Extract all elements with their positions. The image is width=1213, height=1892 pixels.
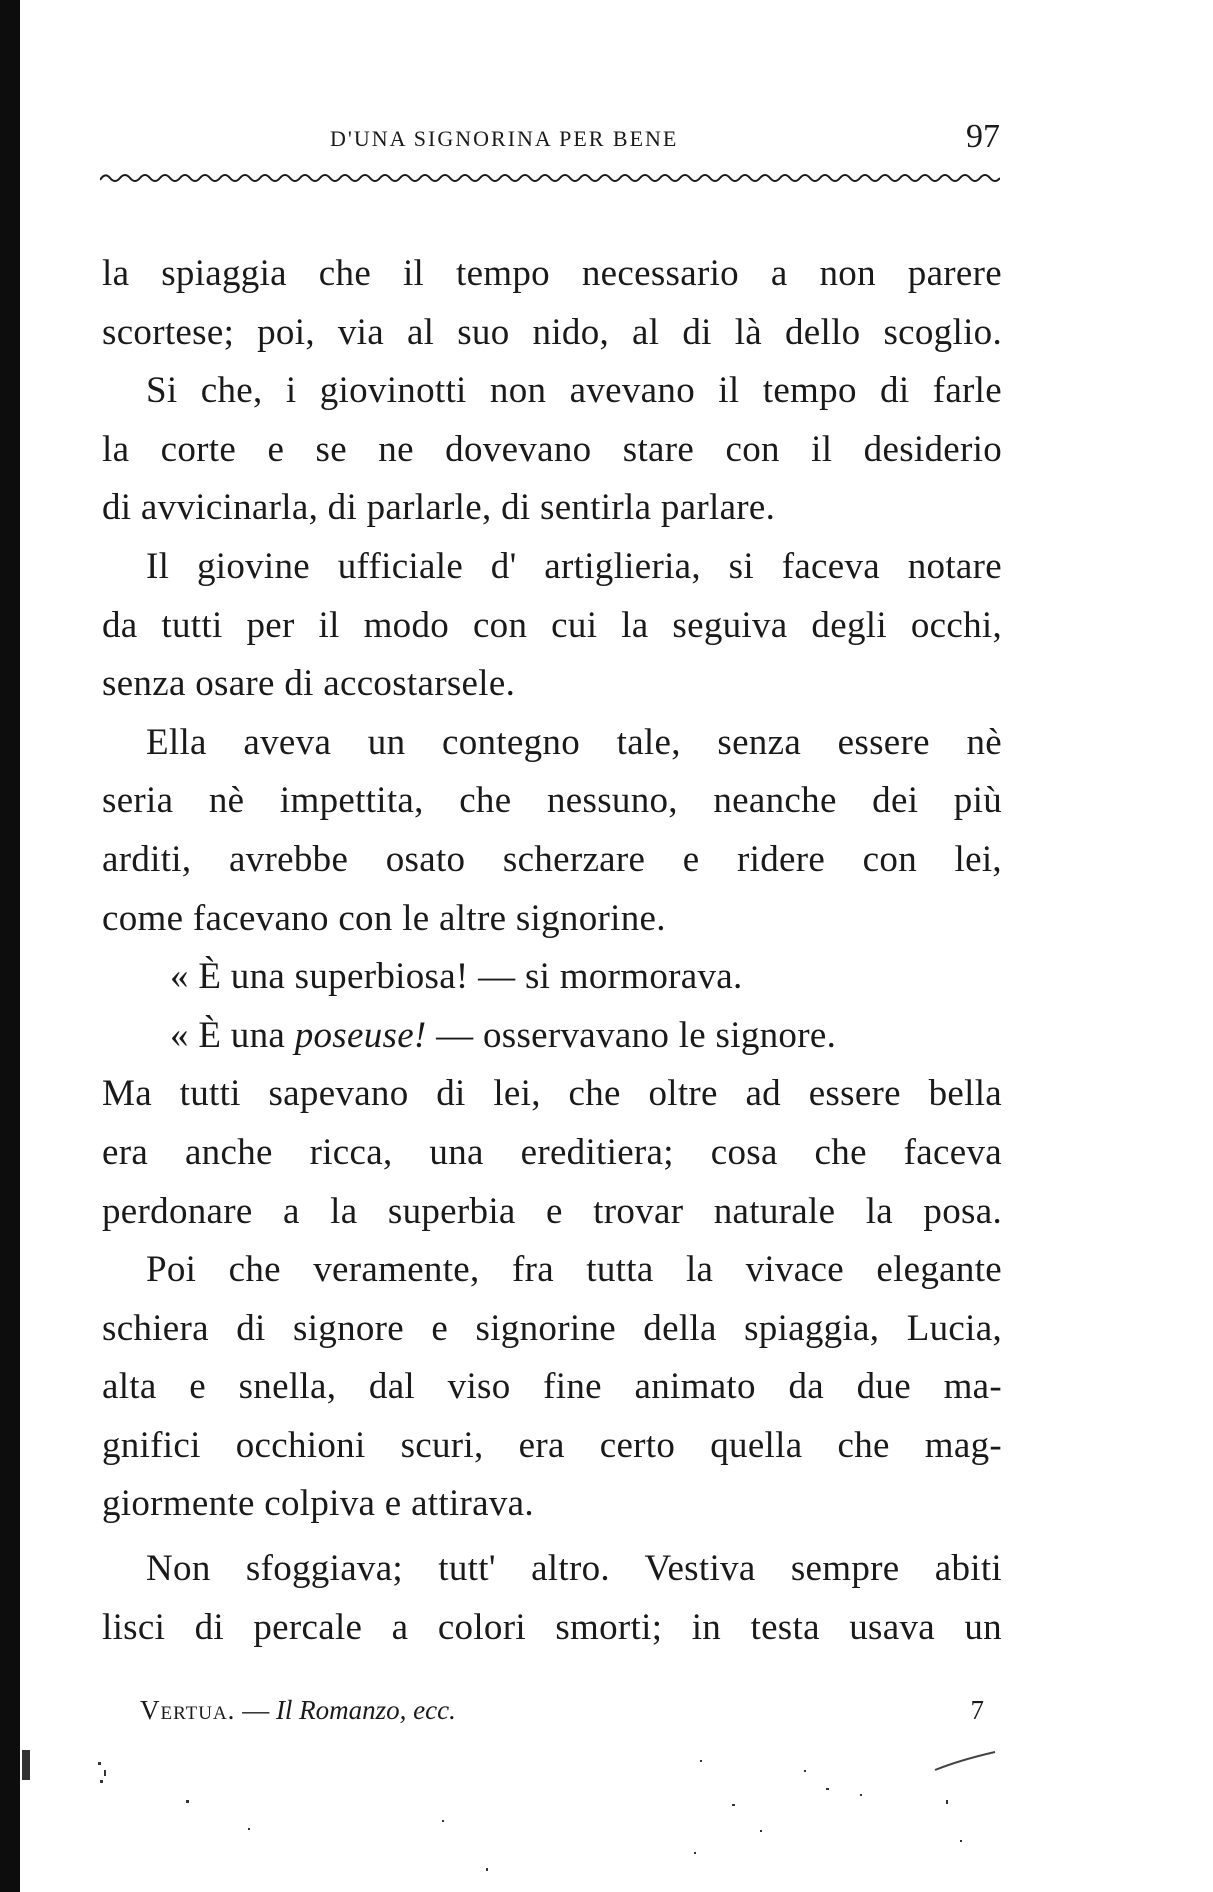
- text-line: seria nè impettita, che nessuno, neanche dei più: [102, 780, 1002, 822]
- text-line: la corte e se ne dovevano stare con il desiderio: [102, 428, 1002, 470]
- binding-edge: [0, 0, 20, 1892]
- text-line: « È una poseuse! — osservavano le signore.: [170, 1014, 837, 1056]
- text-line: era anche ricca, una ereditiera; cosa che faceva: [102, 1131, 1002, 1173]
- text-line: Si che, i giovinotti non avevano il tempo di farle: [146, 370, 1002, 412]
- running-title: D'UNA SIGNORINA PER BENE: [330, 126, 679, 151]
- text-line: di avvicinarla, di parlarle, di sentirla parlare.: [102, 487, 776, 529]
- body-text: [102, 245, 1002, 1657]
- scan-specks: [0, 1740, 1213, 1892]
- text-line: alta e snella, dal viso fine animato da due ma-: [102, 1366, 1002, 1408]
- wavy-rule: [100, 168, 1000, 188]
- running-head: [100, 118, 1000, 158]
- text-line: schiera di signore e signorine della spiaggia, Lucia,: [102, 1307, 1002, 1349]
- signature-author: Vertua.: [140, 1695, 236, 1725]
- text-line: lisci di percale a colori smorti; in testa usava un: [102, 1606, 1002, 1648]
- text-line: « È una superbiosa! — si mormorava.: [170, 956, 743, 998]
- printer-signature: [140, 1695, 1000, 1735]
- text-line: perdonare a la superbia e trovar naturale la posa.: [102, 1190, 1002, 1232]
- signature-mark: 7: [970, 1695, 984, 1725]
- signature-label: Vertua. — Il Romanzo, ecc.: [140, 1695, 456, 1725]
- text-line: Non sfoggiava; tutt' altro. Vestiva sempre abiti: [146, 1548, 1002, 1590]
- text-line: la spiaggia che il tempo necessario a non parere: [102, 253, 1002, 294]
- text-line: come facevano con le altre signorine.: [102, 897, 666, 939]
- text-line: arditi, avrebbe osato scherzare e ridere con lei,: [102, 838, 1002, 880]
- text-line: Ma tutti sapevano di lei, che oltre ad essere bella: [102, 1073, 1002, 1115]
- page-number: 97: [966, 118, 1000, 155]
- text-line: giormente colpiva e attirava.: [102, 1483, 534, 1525]
- text-line: senza osare di accostarsele.: [102, 663, 516, 705]
- text-line: da tutti per il modo con cui la seguiva degli occhi,: [102, 604, 1002, 646]
- text-line: scortese; poi, via al suo nido, al di là dello scoglio.: [102, 311, 1002, 353]
- text-line: Il giovine ufficiale d' artiglieria, si faceva notare: [146, 545, 1002, 587]
- text-line: gnifici occhioni scuri, era certo quella che mag-: [102, 1424, 1002, 1466]
- text-line: Poi che veramente, fra tutta la vivace elegante: [146, 1249, 1002, 1291]
- signature-title: Il Romanzo, ecc.: [275, 1695, 456, 1725]
- italic-word: poseuse!: [294, 1014, 427, 1056]
- text-line: Ella aveva un contegno tale, senza essere nè: [146, 721, 1002, 763]
